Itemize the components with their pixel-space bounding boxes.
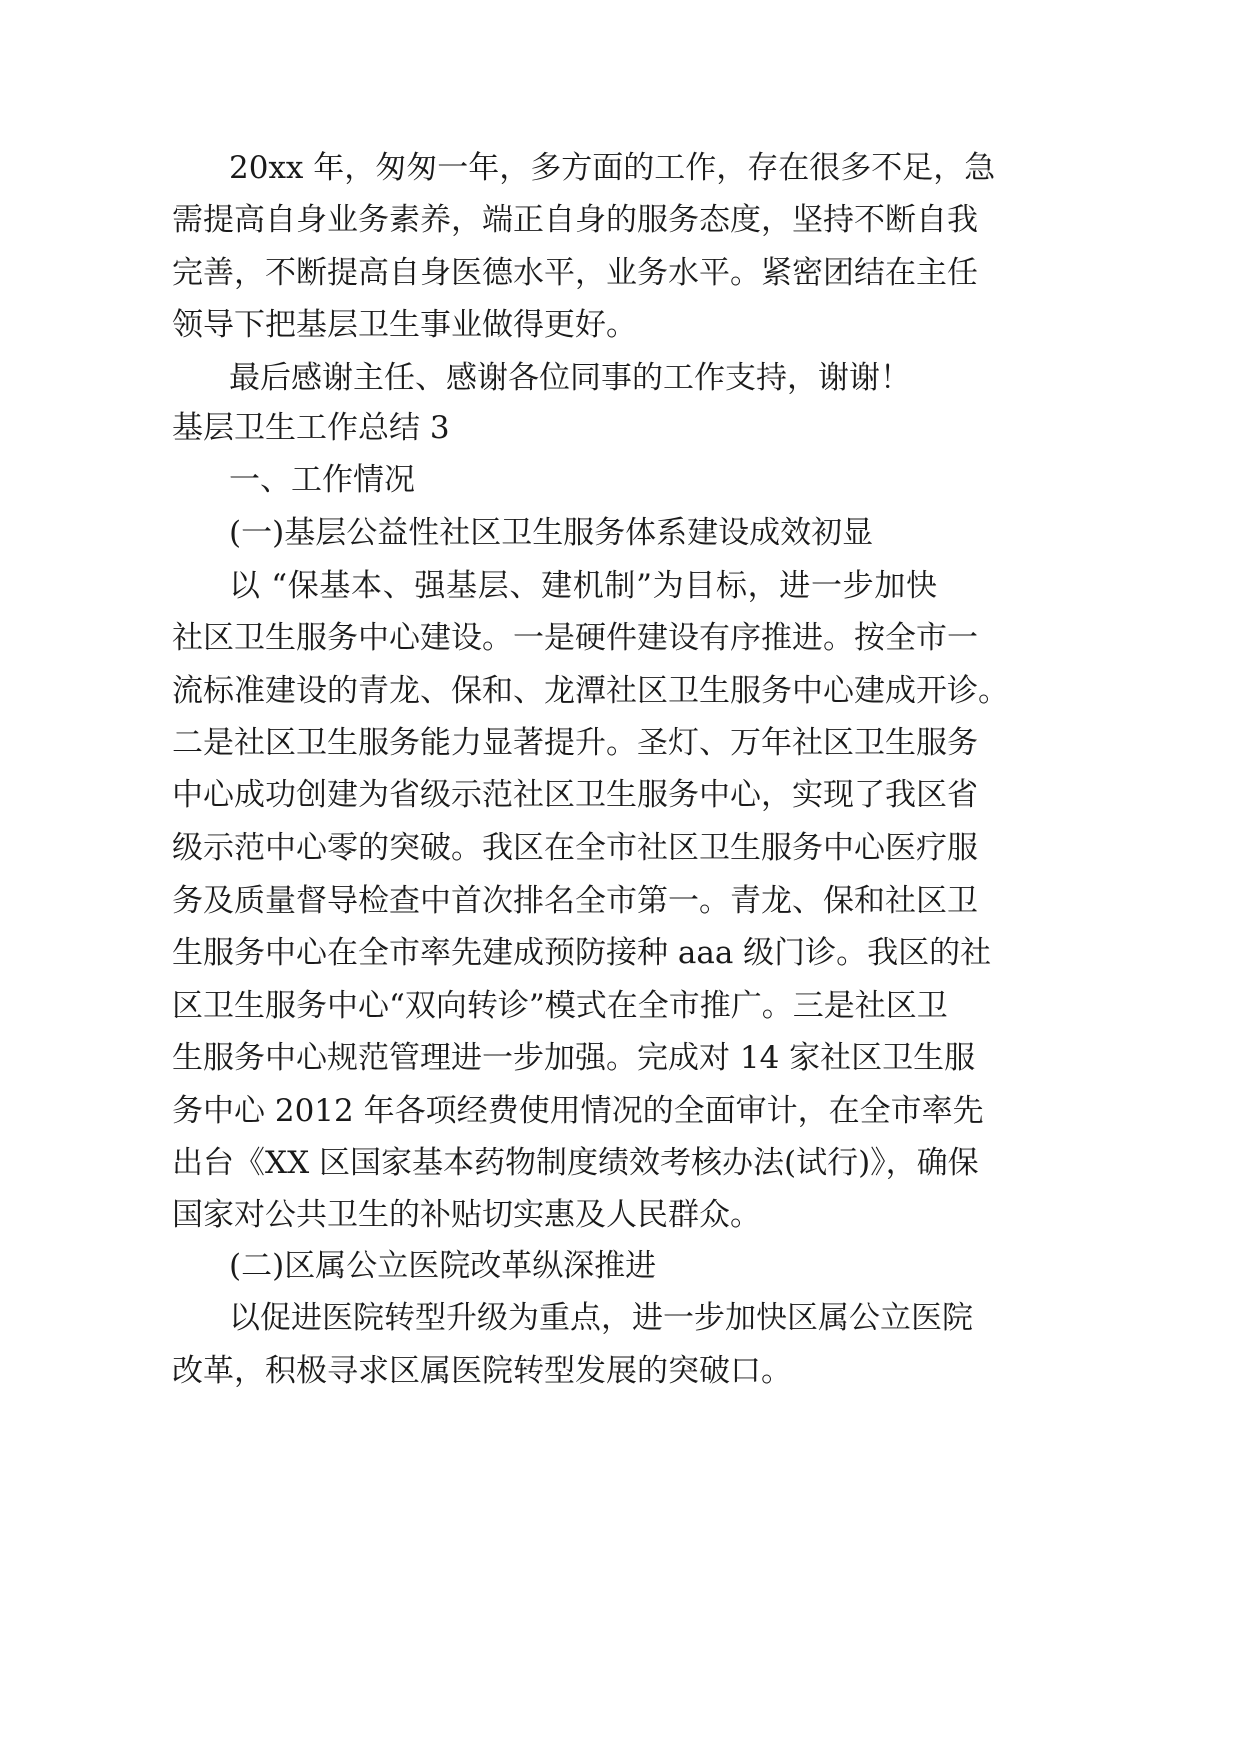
subheading: (一)基层公益性社区卫生服务体系建设成效初显 [229,515,874,551]
text-line: 出台《XX 区国家基本药物制度绩效考核办法(试行)》，确保 [172,1145,979,1181]
text-line: 流标准建设的青龙、保和、龙潭社区卫生服务中心建成开诊。 [172,673,1009,709]
subheading: 一、工作情况 [229,462,415,498]
text-line: 务中心 2012 年各项经费使用情况的全面审计，在全市率先 [172,1093,984,1129]
text-line: 国家对公共卫生的补贴切实惠及人民群众。 [172,1197,761,1233]
text-line: 完善，不断提高自身医德水平，业务水平。紧密团结在主任 [172,255,978,291]
text-line: 级示范中心零的突破。我区在全市社区卫生服务中心医疗服 [172,830,978,866]
text-line: 改革，积极寻求区属医院转型发展的突破口。 [172,1353,792,1389]
text-line: 以促进医院转型升级为重点，进一步加快区属公立医院 [229,1300,973,1336]
text-line: 生服务中心规范管理进一步加强。完成对 14 家社区卫生服 [172,1040,976,1076]
text-line: 生服务中心在全市率先建成预防接种 aaa 级门诊。我区的社 [172,935,992,971]
text-line: 20xx 年，匆匆一年，多方面的工作，存在很多不足，急 [229,150,996,186]
text-line: 以 “保基本、强基层、建机制”为目标，进一步加快 [229,568,937,604]
section-heading: 基层卫生工作总结 3 [172,410,450,446]
text-line: 社区卫生服务中心建设。一是硬件建设有序推进。按全市一 [172,620,978,656]
text-line: 需提高自身业务素养，端正自身的服务态度，坚持不断自我 [172,202,978,238]
text-line: 区卫生服务中心“双向转诊”模式在全市推广。三是社区卫 [172,988,948,1024]
text-line: 务及质量督导检查中首次排名全市第一。青龙、保和社区卫 [172,883,978,919]
text-line: 二是社区卫生服务能力显著提升。圣灯、万年社区卫生服务 [172,725,978,761]
text-line: 最后感谢主任、感谢各位同事的工作支持，谢谢！ [229,360,911,396]
text-line: 领导下把基层卫生事业做得更好。 [172,307,637,343]
text-line: 中心成功创建为省级示范社区卫生服务中心，实现了我区省 [172,777,978,813]
subheading: (二)区属公立医院改革纵深推进 [229,1248,657,1284]
